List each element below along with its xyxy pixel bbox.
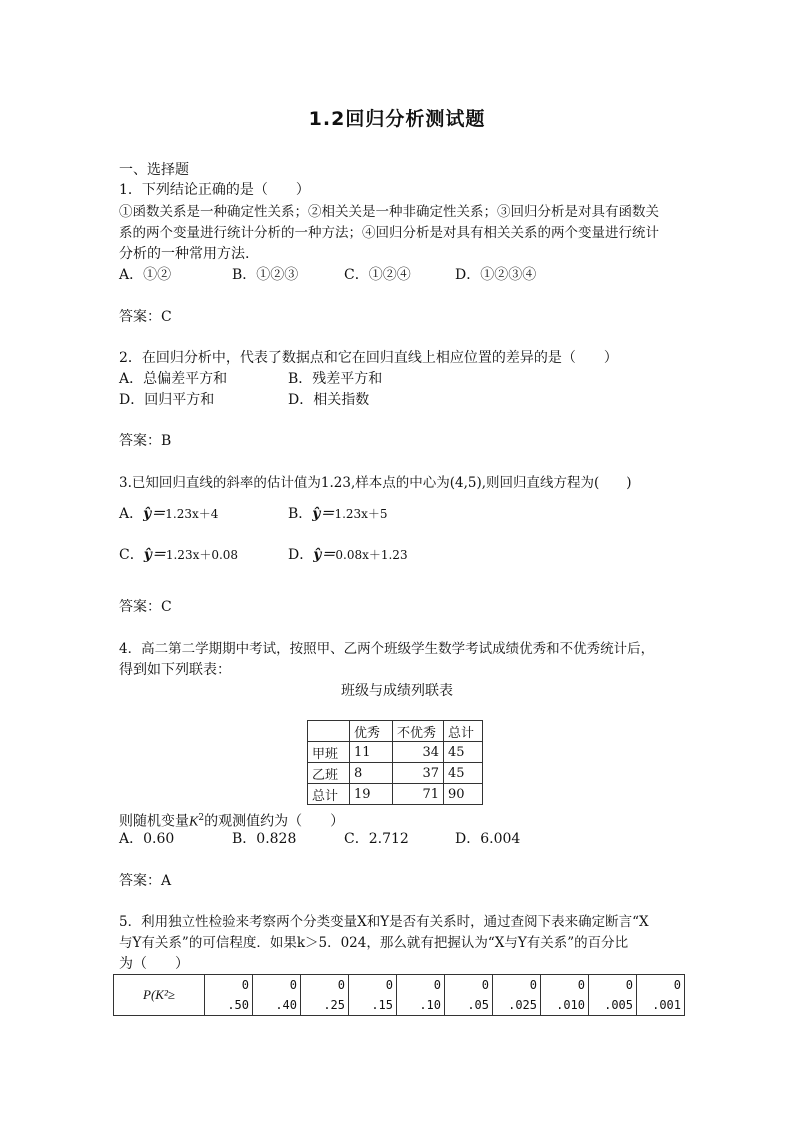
- y-hat-symbol: ŷ＝: [143, 547, 166, 563]
- q3-option-b-letter: B．: [288, 506, 313, 522]
- q1-body-line-1: ①函数关系是一种确定性关系；②相关关是一种非确定性关系；③回归分析是对具有函数关: [119, 204, 659, 220]
- table-cell: 8: [350, 763, 393, 784]
- q3-option-b: [288, 504, 388, 524]
- q2-answer: 答案：B: [119, 433, 172, 449]
- q4-stem-line-1: 4．高二第二学期期中考试，按照甲、乙两个班级学生数学考试成绩优秀和不优秀统计后，: [119, 641, 655, 657]
- y-hat-symbol: ŷ＝: [313, 547, 336, 563]
- table-cell: 0 .10: [397, 975, 445, 1016]
- table-row: [308, 784, 483, 805]
- table-cell: 0 .025: [493, 975, 541, 1016]
- q4-question-pre: 则随机变量: [119, 813, 189, 830]
- q3-option-d-letter: D．: [288, 547, 314, 563]
- q3-answer: 答案：C: [119, 599, 172, 615]
- table-cell: 90: [444, 784, 483, 805]
- q5-stem-line-1: 5．利用独立性检验来考察两个分类变量X和Y是否有关系时，通过查阅下表来确定断言“X: [119, 914, 649, 930]
- q4-option-d: D．6.004: [455, 831, 521, 847]
- table-header-cell: 不优秀: [393, 721, 444, 742]
- table-cell: 11: [350, 742, 393, 763]
- table-cell: 0 .010: [541, 975, 589, 1016]
- table-cell: 总计: [308, 784, 350, 805]
- q2-stem: 2．在回归分析中，代表了数据点和它在回归直线上相应位置的差异的是（ ）: [119, 350, 618, 366]
- table-cell: 乙班: [308, 763, 350, 784]
- table-cell: 0 .50: [205, 975, 253, 1016]
- table-cell: 0 .001: [637, 975, 685, 1016]
- q5-stem-line-2: 与Y有关系”的可信程度．如果k＞5．024，那么就有把握认为“X与Y有关系”的百分比: [119, 935, 629, 951]
- table-cell: 19: [350, 784, 393, 805]
- q3-option-a-letter: A．: [119, 506, 144, 522]
- q1-option-a: A．①②: [119, 267, 172, 283]
- q3-option-d-expr: 0.08x＋1.23: [335, 548, 408, 562]
- q1-stem: 1．下列结论正确的是（ ）: [119, 182, 310, 198]
- table-caption: 班级与成绩列联表: [341, 683, 453, 699]
- table-row: [308, 763, 483, 784]
- q2-option-d: D．相关指数: [288, 392, 370, 408]
- table-cell: 71: [393, 784, 444, 805]
- q2-option-c: D．回归平方和: [119, 392, 215, 408]
- y-hat-symbol: ŷ＝: [143, 506, 166, 522]
- y-hat-symbol: ŷ＝: [312, 506, 335, 522]
- q1-body-line-2: 系的两个变量进行统计分析的一种方法；④回归分析是对具有相关关系的两个变量进行统计: [119, 225, 659, 241]
- table-cell: 0 .05: [445, 975, 493, 1016]
- q2-option-a: A．总偏差平方和: [119, 371, 228, 387]
- table-cell: 45: [444, 763, 483, 784]
- q3-option-b-expr: 1.23x＋5: [334, 507, 388, 521]
- table-header-cell: 总计: [444, 721, 483, 742]
- q3-option-c-expr: 1.23x＋0.08: [165, 548, 239, 562]
- table-cell: 0 .25: [301, 975, 349, 1016]
- table-header-cell: [308, 721, 350, 742]
- table-cell: 37: [393, 763, 444, 784]
- q4-answer: 答案：A: [119, 873, 172, 889]
- page-title: 1.2回归分析测试题: [308, 108, 486, 130]
- q1-option-b: B．①②③: [232, 267, 299, 283]
- critical-value-table: [113, 974, 685, 1016]
- q3-option-c-letter: C．: [119, 547, 144, 563]
- table-cell: 甲班: [308, 742, 350, 763]
- q5-stem-line-3: 为（ ）: [119, 956, 189, 972]
- q1-answer: 答案：C: [119, 309, 172, 325]
- contingency-table: [307, 720, 483, 805]
- q4-question-sup: 2: [198, 813, 205, 823]
- table-row: [308, 742, 483, 763]
- table-header-cell: P(K²≥: [114, 975, 205, 1016]
- q3-option-a-expr: 1.23x＋4: [165, 507, 219, 521]
- q4-option-a: A．0.60: [119, 831, 175, 847]
- q1-body-line-3: 分析的一种常用方法.: [119, 246, 250, 262]
- table-cell: 0 .005: [589, 975, 637, 1016]
- section-heading: 一、选择题: [119, 162, 189, 178]
- q4-question-post: 的观测值约为（ ）: [204, 813, 345, 830]
- table-cell: 0 .40: [253, 975, 301, 1016]
- table-cell: 34: [393, 742, 444, 763]
- table-cell: 45: [444, 742, 483, 763]
- q2-option-b: B．残差平方和: [288, 371, 383, 387]
- table-cell: 0 .15: [349, 975, 397, 1016]
- q4-option-b: B．0.828: [232, 831, 297, 847]
- q1-option-d: D．①②③④: [455, 267, 537, 283]
- q3-option-d: [288, 545, 408, 565]
- table-header-cell: 优秀: [350, 721, 393, 742]
- q1-option-c: C．①②④: [344, 267, 411, 283]
- q4-option-c: C．2.712: [344, 831, 409, 847]
- q3-option-c: [119, 545, 238, 565]
- table-header-row: [308, 721, 483, 742]
- q3-option-a: [119, 504, 218, 524]
- table-row: [114, 975, 685, 1016]
- q4-stem-line-2: 得到如下列联表：: [119, 662, 231, 678]
- q4-question-var: K: [189, 814, 199, 830]
- q3-stem: 3.已知回归直线的斜率的估计值为1.23,样本点的中心为(4,5),则回归直线方程为( ): [119, 475, 632, 491]
